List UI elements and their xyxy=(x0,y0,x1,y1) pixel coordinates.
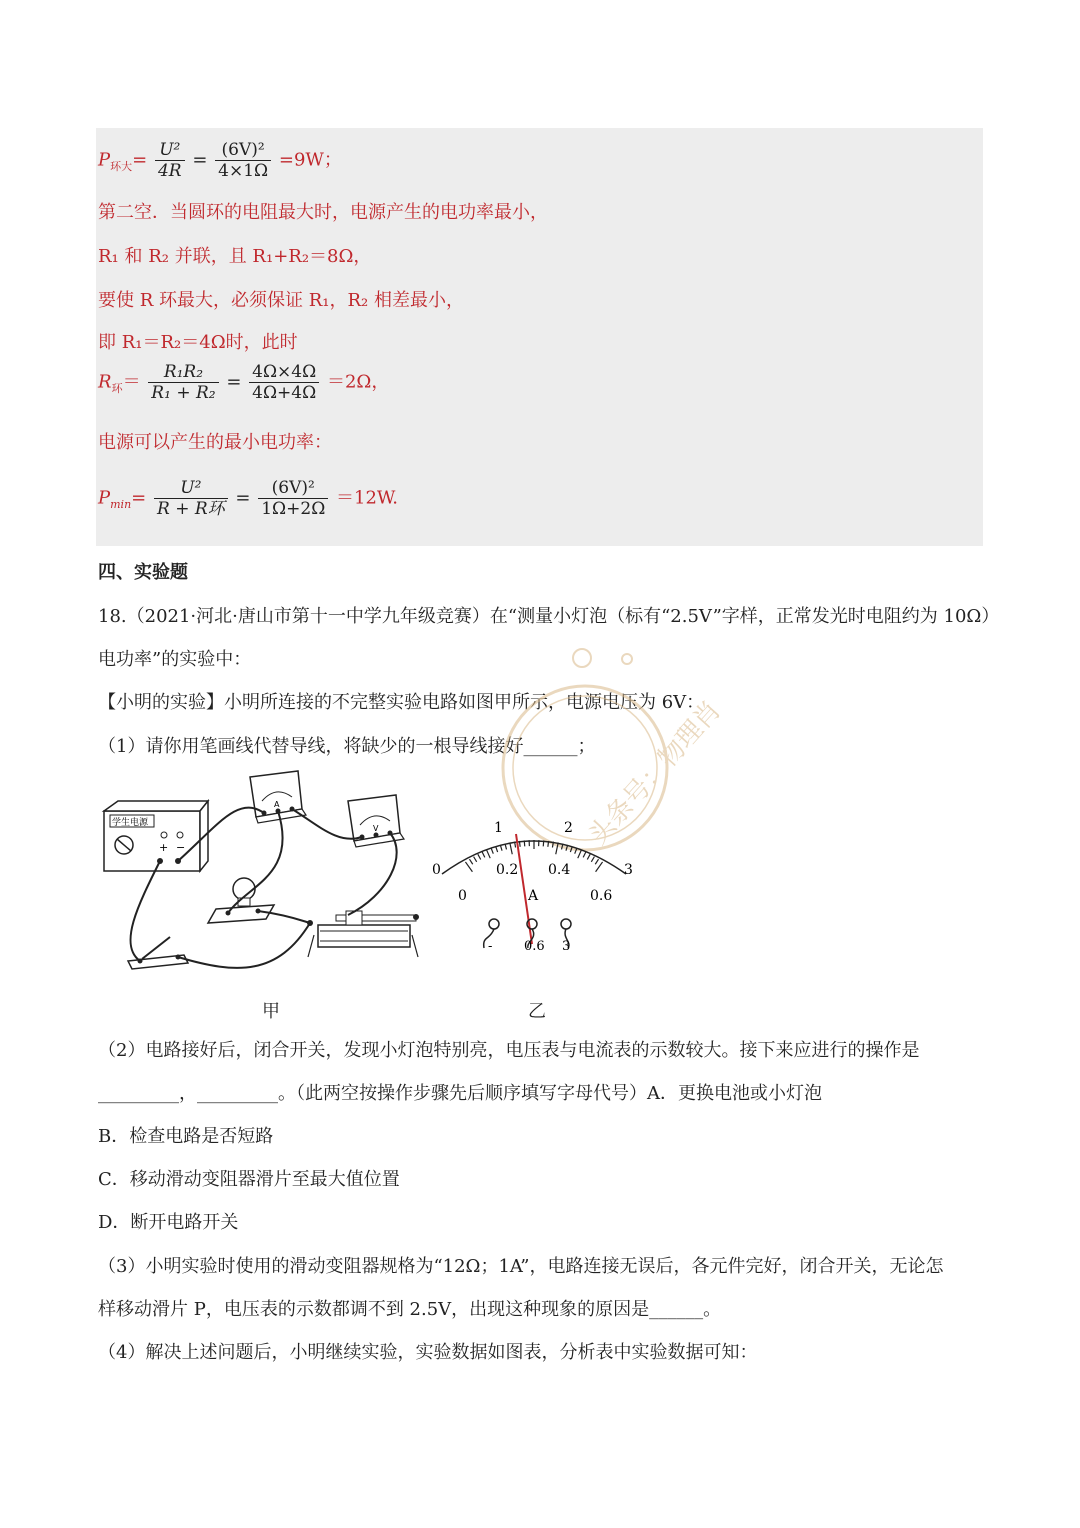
p-max-label: P xyxy=(98,149,111,171)
tick-bottom-02: 0.2 xyxy=(496,862,519,878)
dial-tick xyxy=(578,850,582,858)
option-b: B．检查电路是否短路 xyxy=(98,1126,274,1147)
parallel-text: R₁ 和 R₂ 并联，且 R₁+R₂＝8Ω， xyxy=(98,246,372,267)
dial-tick xyxy=(510,843,512,855)
switch xyxy=(128,937,188,969)
dial-tick xyxy=(500,845,502,851)
require-text: 要使 R 环最大，必须保证 R₁，R₂ 相差最小， xyxy=(98,290,464,311)
p-max-equation: $P_{环大}=$ $\frac{\text{U²}}{4R}$ = $\frac{\text{(6V)²}}{4\times 1\Omega}$ =9W； xyxy=(98,140,342,181)
dial-tick xyxy=(587,854,590,859)
min-power-text: 电源可以产生的最小电功率： xyxy=(98,432,332,453)
dial-tick xyxy=(591,857,594,862)
question-18-line1: 18.（2021·河北·唐山市第十一中学九年级竞赛）在“测量小灯泡（标有“2.5V”字样，正常发光时电阻约为 10Ω） xyxy=(98,606,1000,627)
equal-text: 即 R₁＝R₂＝4Ω时，此时 xyxy=(98,332,298,353)
caption-jia: 甲 xyxy=(262,1001,280,1022)
power-supply xyxy=(104,801,208,871)
option-c: C．移动滑动变阻器滑片至最大值位置 xyxy=(98,1169,400,1190)
equals: = xyxy=(132,149,148,171)
dial-tick xyxy=(583,852,586,857)
r-ring-equation: $R_环=$ $\frac{\text{R₁R₂}}{\text{R₁ + R₂}}$ = $\frac{4\Omega\times 4\Omega}{4\Omega+4\Omega}$ ＝2Ω， xyxy=(98,362,390,403)
tick-bottom-0: 0 xyxy=(458,888,467,904)
ammeter xyxy=(250,771,306,823)
part-1: （1）请你用笔画线代替导线，将缺少的一根导线接好______； xyxy=(98,736,596,757)
option-d: D．断开电路开关 xyxy=(98,1212,239,1233)
section-heading: 四、实验题 xyxy=(98,562,188,583)
p-min-equation: $P_{min}=$ $\frac{\text{U²}}{\text{R + R环}}$ = $\frac{\text{(6V)²}}{1\Omega+2\Omega}$ ＝12W. xyxy=(98,478,399,519)
dial-tick xyxy=(478,854,481,859)
second-blank-text: 第二空．当圆环的电阻最大时，电源产生的电功率最小， xyxy=(98,202,548,223)
fraction-u2-r-rring: $\frac{\text{U²}}{\text{R + R环}}$ xyxy=(154,478,228,519)
p-min-result: ＝12W. xyxy=(336,487,399,509)
power-label: 学生电源 xyxy=(112,818,149,828)
caption-yi: 乙 xyxy=(528,1001,546,1022)
question-18-line2: 电功率”的实验中： xyxy=(98,649,252,670)
xiaoming-experiment: 【小明的实验】小明所连接的不完整实验电路如图甲所示，电源电压为 6V： xyxy=(98,692,705,713)
ammeter-label: A xyxy=(274,800,280,809)
r-ring-label: R xyxy=(98,371,112,393)
terminal-minus: - xyxy=(488,939,493,954)
p-min-sub: min xyxy=(110,498,132,512)
fraction-4ohm: $\frac{4\Omega\times 4\Omega}{4\Omega+4\Omega}$ xyxy=(249,362,319,403)
dial-tick xyxy=(487,850,491,858)
p-min-label: P xyxy=(98,487,111,509)
ammeter-dial-figure xyxy=(428,808,648,968)
watermark-text: 头条号：物理肖 xyxy=(582,695,728,851)
terminal-3: 3 xyxy=(562,939,571,954)
tick-top-1: 1 xyxy=(494,820,503,836)
dial-tick xyxy=(548,841,549,847)
p-max-sub: 环大 xyxy=(110,160,133,174)
part-3-line2: 样移动滑片 P，电压表的示数都调不到 2.5V，出现这种现象的原因是______。 xyxy=(98,1299,722,1320)
part-2-line2: _________，_________。（此两空按操作步骤先后顺序填写字母代号）A．更换电池或小灯泡 xyxy=(98,1083,822,1104)
dial-unit: A xyxy=(528,888,539,904)
fraction-r1r2: $\frac{\text{R₁R₂}}{\text{R₁ + R₂}}$ xyxy=(148,362,218,403)
dial-tick xyxy=(465,862,472,872)
voltmeter-label: V xyxy=(373,824,379,833)
fraction-6v-4x1: $\frac{\text{(6V)²}}{4\times 1\Omega}$ xyxy=(215,140,271,181)
tick-top-0: 0 xyxy=(432,862,441,878)
dial-tick xyxy=(496,846,498,852)
fraction-u2-4r: $\frac{\text{U²}}{4R}$ xyxy=(155,140,185,181)
dial-tick xyxy=(556,843,558,855)
dial-tick xyxy=(491,848,493,854)
minus-label: − xyxy=(176,841,186,854)
plus-label: + xyxy=(159,841,169,854)
tick-top-2: 2 xyxy=(564,820,573,836)
part-3-line1: （3）小明实验时使用的滑动变阻器规格为“12Ω；1A”，电路连接无误后，各元件完好，闭合开关，无论怎 xyxy=(98,1256,944,1277)
dial-tick xyxy=(474,857,477,862)
fraction-6v-3ohm: $\frac{\text{(6V)²}}{1\Omega+2\Omega}$ xyxy=(258,478,328,519)
tick-top-3: 3 xyxy=(624,862,633,878)
part-4: （4）解决上述问题后，小明继续实验，实验数据如图表，分析表中实验数据可知： xyxy=(98,1342,758,1363)
dial-tick xyxy=(469,859,472,864)
dial-ticks xyxy=(465,840,602,872)
dial-tick xyxy=(575,848,577,854)
r-ring-sub: 环 xyxy=(111,382,123,396)
rheostat xyxy=(307,911,419,957)
part-2-line1: （2）电路接好后，闭合开关，发现小灯泡特别亮，电压表与电流表的示数较大。接下来应进行的操作是 xyxy=(98,1040,920,1061)
tick-bottom-04: 0.4 xyxy=(548,862,571,878)
dial-tick xyxy=(519,841,520,847)
dial-tick xyxy=(596,862,603,872)
dial-tick xyxy=(595,859,598,864)
p-max-result: =9W； xyxy=(278,149,342,171)
r-ring-result: ＝2Ω， xyxy=(326,371,390,393)
terminal-06: 0.6 xyxy=(524,939,545,954)
tick-bottom-06: 0.6 xyxy=(590,888,613,904)
circuit-figure xyxy=(98,765,438,985)
dial-tick xyxy=(482,852,485,857)
